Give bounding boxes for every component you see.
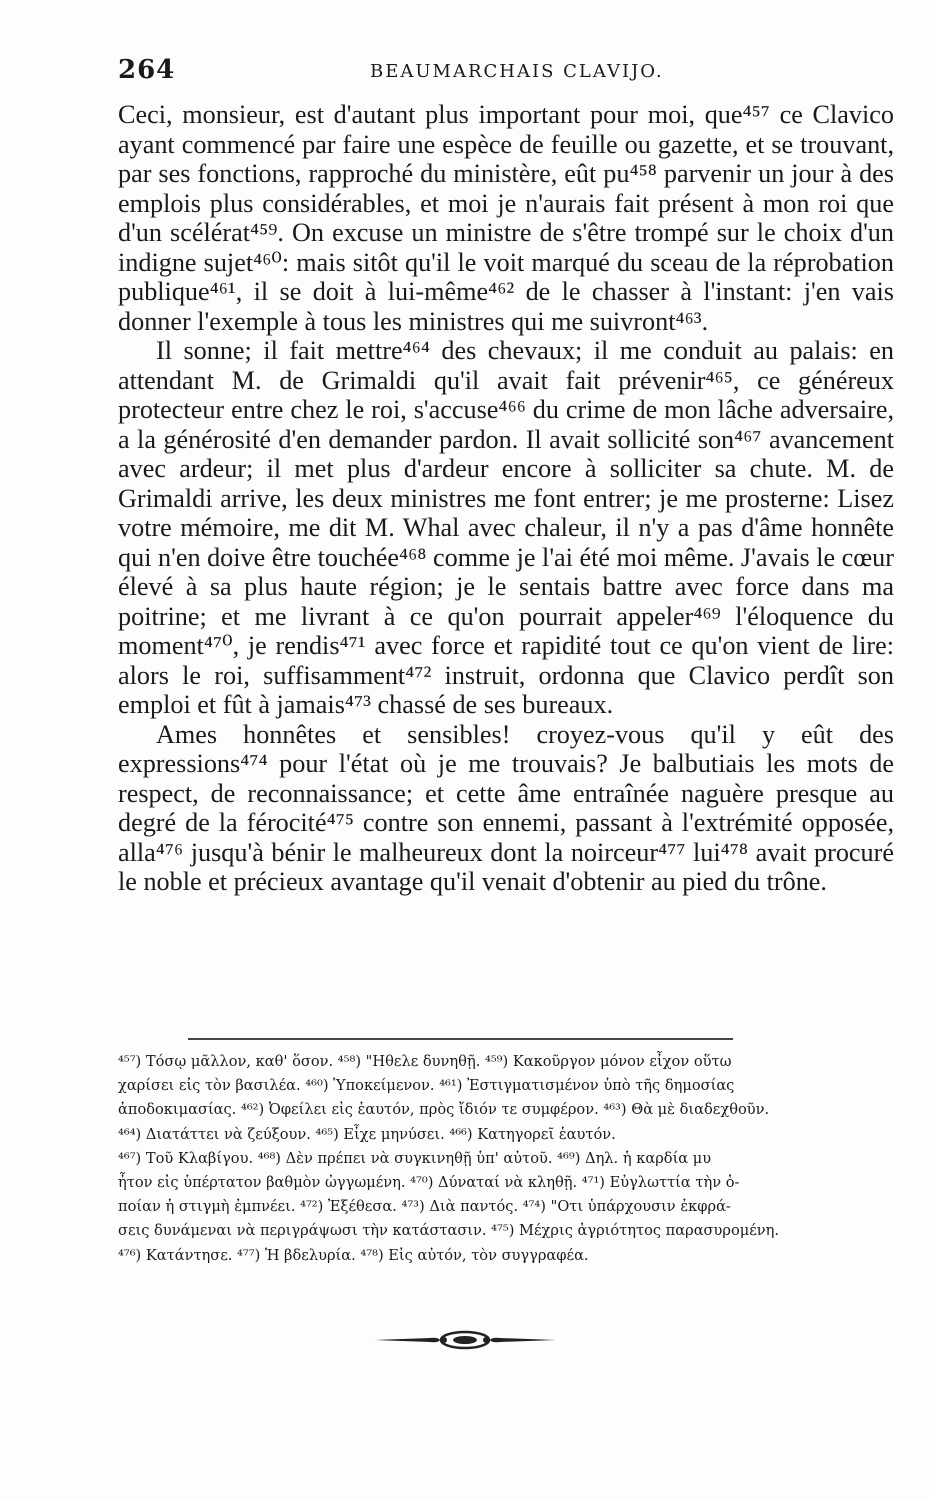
footnote-line: ποίαν ἡ στιγμὴ ἐμπνέει. ⁴⁷²) Ἐξέθεσα. ⁴⁷³) Διὰ παντός. ⁴⁷⁴) "Οτι ὑπάρχουσιν ἐκφρά- (118, 1198, 731, 1216)
ornament-divider (370, 1328, 560, 1352)
running-title: BEAUMARCHAIS CLAVIJO. (370, 61, 664, 82)
page-header (118, 55, 898, 95)
page-number: 264 (118, 55, 176, 85)
paragraph: Il sonne; il fait mettre⁴⁶⁴ des chevaux; il me conduit au palais: en attendant M. de Grimaldi qu'il avait fait prévenir⁴⁶⁵, ce généreux protecteur entre chez le roi, s'accuse⁴⁶⁶ du crime de mon lâche adversaire, a la générosité d'en demander pardon. Il avait sollicité son⁴⁶⁷ avancement avec ardeur; il met plus d'ardeur encore à solliciter sa chute. M. de Grimaldi arrive, les deux ministres me font entrer; je me prosterne: Lisez votre mémoire, me dit M. Whal avec chaleur, il n'y a pas d'âme honnête qui n'en doive être touchée⁴⁶⁸ comme je l'ai été moi même. J'avais le cœur élevé à sa plus haute région; je le sentais battre avec force dans ma poitrine; et me livrant à ce qu'on pourrait appeler⁴⁶⁹ l'éloquence du moment⁴⁷⁰, je rendis⁴⁷¹ avec force et rapidité tout ce qu'on vient de lire: alors le roi, suffisamment⁴⁷² instruit, ordonna que Clavico perdît son emploi et fût à jamais⁴⁷³ chassé de ses bureaux. (118, 336, 894, 719)
footnote-line: ⁴⁶⁷) Τοῦ Κλαβίγου. ⁴⁶⁸) Δὲν πρέπει νὰ συγκινηθῇ ὑπ' αὐτοῦ. ⁴⁶⁹) Δηλ. ἡ καρδία μυ (118, 1149, 712, 1167)
footnote-line: χαρίσει εἰς τὸν βασιλέα. ⁴⁶⁰) Ὑποκείμενον. ⁴⁶¹) Ἐστιγματισμένον ὑπὸ τῆς δημοσίας (118, 1077, 735, 1095)
footnote-line: ⁴⁶⁴) Διατάττει νὰ ζεύξουν. ⁴⁶⁵) Εἶχε μηνύσει. ⁴⁶⁶) Κατηγορεῖ ἑαυτόν. (118, 1125, 616, 1143)
main-text (118, 100, 894, 897)
footnote-rule (188, 1038, 733, 1040)
footnote-line: ⁴⁵⁷) Τόσῳ μᾶλλον, καθ' ὅσον. ⁴⁵⁸) "Ηθελε δυνηθῇ. ⁴⁵⁹) Κακοῦργον μόνον εἶχον οὕτω (118, 1053, 732, 1070)
footnotes (118, 1050, 894, 1268)
footnote-line: σεις δυνάμεναι νὰ περιγράψωσι τὴν κατάστασιν. ⁴⁷⁵) Μέχρις ἀγριότητος παρασυρομένη. (118, 1222, 780, 1240)
footnote-line: ἀποδοκιμασίας. ⁴⁶²) Ὀφείλει εἰς ἑαυτόν, πρὸς ἴδιόν τε συμφέρον. ⁴⁶³) Θὰ μὲ διαδεχθοῦν. (118, 1101, 770, 1119)
footnote-line: ⁴⁷⁶) Κατάντησε. ⁴⁷⁷) Ἡ βδελυρία. ⁴⁷⁸) Εἰς αὐτόν, τὸν συγγραφέα. (118, 1246, 589, 1264)
footnote-line: ἦτον εἰς ὑπέρτατον βαθμὸν ὠγγωμένη. ⁴⁷⁰) Δύναταί νὰ κληθῇ. ⁴⁷¹) Εὐγλωττία τὴν ὁ- (118, 1173, 740, 1191)
paragraph: Ceci, monsieur, est d'autant plus important pour moi, que⁴⁵⁷ ce Clavico ayant commencé par faire une espèce de feuille ou gazette, et se trouvant, par ses fonctions, rapproché du ministère, eût pu⁴⁵⁸ parvenir un jour à des emplois plus considérables, et moi je n'aurais fait présent à mon roi que d'un scélérat⁴⁵⁹. On excuse un ministre de s'être trompé sur le choix d'un indigne sujet⁴⁶⁰: mais sitôt qu'il le voit marqué du sceau de la réprobation publique⁴⁶¹, il se doit à lui-même⁴⁶² de le chasser à l'instant: j'en vais donner l'exemple à tous les ministres qui me suivront⁴⁶³. (118, 100, 894, 336)
paragraph: Ames honnêtes et sensibles! croyez-vous qu'il y eût des expressions⁴⁷⁴ pour l'état où je me trouvais? Je balbutiais les mots de respect, de reconnaissance; et cette âme entraînée naguère presque au degré de la férocité⁴⁷⁵ contre son ennemi, passant à l'extrémité opposée, alla⁴⁷⁶ jusqu'à bénir le malheureux dont la noirceur⁴⁷⁷ lui⁴⁷⁸ avait procuré le noble et précieux avantage qu'il venait d'obtenir au pied du trône. (118, 719, 894, 896)
